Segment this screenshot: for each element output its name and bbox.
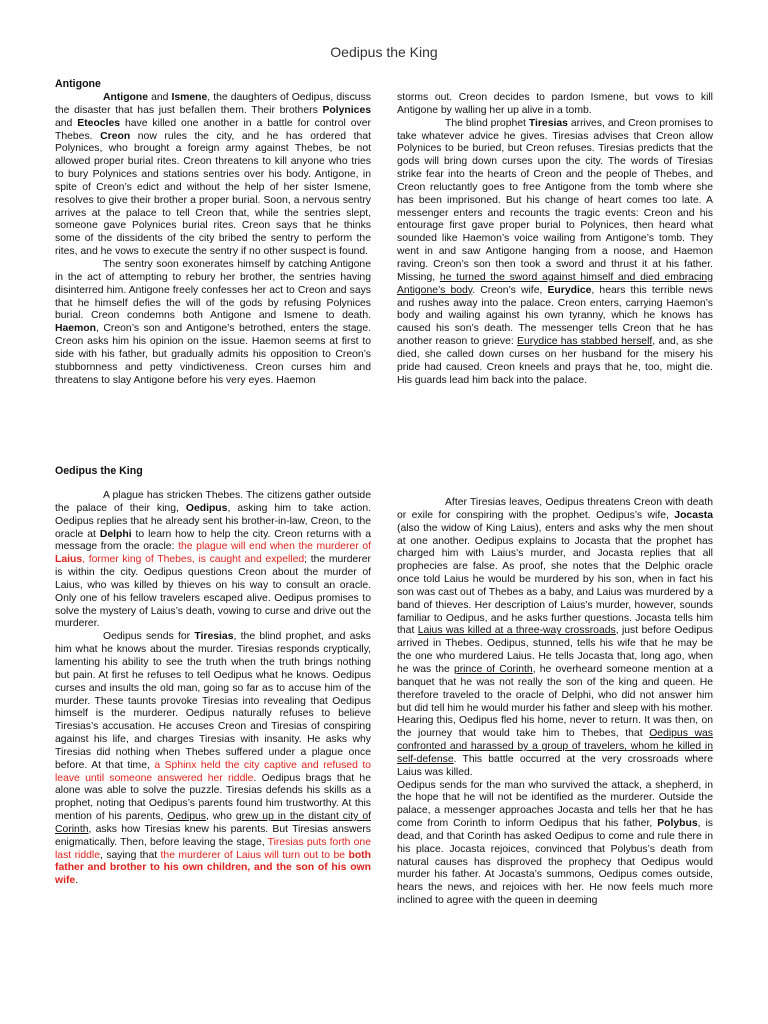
- text-run: Tiresias: [528, 117, 568, 129]
- antigone-column-right: [397, 92, 713, 387]
- text-run: . Creon’s wife,: [472, 284, 548, 296]
- text-run: Eurydice: [547, 284, 592, 296]
- text-run: , saying that: [100, 849, 161, 861]
- text-run: , and, as she died, she called down curses on her husband for the misery his pride had caused. Creon kneels and prays that he, too, might die. His guards lead him back into the palace.: [397, 336, 713, 386]
- paragraph: [55, 92, 371, 259]
- text-run: , the daughters of Oedipus, discuss the disaster that has just befallen them. Their brothers: [55, 92, 371, 116]
- text-run: Jocasta: [674, 509, 713, 521]
- text-run: , who: [205, 811, 236, 823]
- text-run: After Tiresias leaves, Oedipus threatens Creon with death or exile for conspiring with the prophet. Oedipus’s wife,: [397, 497, 713, 521]
- text-run: Tiresias puts forth one last riddle: [55, 836, 371, 861]
- text-run: , asks how Tiresias knew his parents. But Tiresias answers enigmatically. Then, before leaving the stage,: [55, 823, 371, 848]
- text-run: both father and brother to his own children, and the son of his own wife: [55, 849, 371, 887]
- text-run: the murderer of Laius will turn out to be: [160, 849, 349, 861]
- text-run: Delphi: [99, 528, 132, 540]
- paragraph: [397, 497, 713, 780]
- text-run: ; the murderer is within the city. Oedipus questions Creon about the murder of Laius, who was killed by thieves on his way to consult an oracle. Only one of his fellow travelers escaped alive. Oedipus promises to solve the mystery of Laius’s death, vowing to curse and drive out the murderer.: [55, 554, 371, 630]
- text-run: (also the widow of King Laius), enters and asks why the men shout at one another. Oedipus explains to Jocasta that the prophet has charged him with Laius’s murder, and Jocasta replies that all prophecies are false. As proof, she notes that the Delphic oracle once told Laius he would be murdered by his son, when in fact his son was cast out of Thebes as a baby, and Laius was murdered by a band of thieves. Her description of Laius’s murder, however, sounds familiar to Oedipus, and he asks further questions. Jocasta tells him that: [397, 522, 713, 637]
- text-run: Polynices: [322, 104, 371, 116]
- paragraph: [397, 118, 713, 388]
- text-run: , Creon’s son and Antigone’s betrothed, enters the stage. Creon asks him his opinion on the issue. Haemon seems at first to side with his father, but gradually admits his opposition to Creon’s stubbornness and petty vindictiveness. Creon curses him and threatens to slay Antigone before his very eyes. Haemon: [55, 323, 371, 386]
- antigone-column-left: [55, 92, 371, 387]
- oedipus-column-right: [397, 497, 713, 908]
- text-run: , former king of Thebes, is caught and expelled: [82, 554, 305, 566]
- text-run: Oedipus: [167, 811, 206, 823]
- text-run: Polybus: [657, 818, 698, 830]
- paragraph: [397, 780, 713, 908]
- paragraph: [397, 92, 713, 118]
- text-run: arrives, and Creon promises to take whatever advice he gives. Tiresias advises that Creon allow Polynices to be buried, but Creon refuses. Tiresias predicts that the gods will bring down curses upon the city. The words of Tiresias strike fear into the hearts of Creon and the people of Thebes, and Creon reluctantly goes to free Antigone from the tomb where she has been imprisoned. But his change of heart comes too late. A messenger enters and recounts the tragic events: Creon and his entourage first gave proper burial to Polynices, then heard what sounded like Haemon’s voice wailing from Antigone’s tomb. They went in and saw Antigone hanging from a noose, and Haemon raving. Creon’s son then took a sword and thrust it at his father. Missing,: [397, 117, 714, 283]
- text-run: , he overheard someone mention at a banquet that he was not really the son of the king and queen. He therefore traveled to the oracle of Delphi, who did not answer him but did tell him he would murder his father and sleep with his mother. Hearing this, Oedipus fled his home, never to return. It was then, on the journey that would take him to Thebes, that: [397, 663, 713, 740]
- paragraph: [55, 631, 371, 888]
- text-run: Creon: [100, 130, 131, 142]
- text-run: , asking him to take action. Oedipus replies that he already sent his brother-in-law, Creon, to the oracle at: [55, 502, 371, 540]
- text-run: Oedipus sends for: [103, 631, 195, 643]
- paragraph: [55, 490, 371, 631]
- text-run: , is dead, and that Corinth has asked Oedipus to come and rule there in his place. Jocasta rejoices, convinced that Polybus’s death from natural causes has disproved the prophecy that Oedipus would murder his father. At Jocasta’s summons, Oedipus comes outside, hears the news, and rejoices with her. He now feels much more inclined to agree with the queen in deeming: [397, 818, 713, 907]
- text-run: he turned the sword against himself and died embracing Antigone’s body: [397, 271, 713, 296]
- text-run: The sentry soon exonerates himself by catching Antigone in the act of attempting to rebury her brother, the sentries having disinterred him. Antigone freely confesses her act to Creon and says that he himself defies the will of the gods by refusing Polynices burial. Creon condemns both Antigone and Ismene to death.: [55, 258, 371, 322]
- text-run: to learn how to help the city. Creon returns with a message from the oracle:: [55, 528, 371, 553]
- section-heading-oedipus: Oedipus the King: [55, 465, 143, 477]
- paragraph: [55, 259, 371, 387]
- text-run: .: [75, 875, 79, 887]
- text-run: and: [55, 117, 78, 129]
- text-run: a Sphinx held the city captive and refused to leave until someone answered her riddle: [55, 759, 371, 784]
- text-run: Eurydice has stabbed herself: [517, 336, 653, 348]
- text-run: Laius was killed at a three-way crossroads: [417, 625, 616, 637]
- text-run: Laius: [55, 554, 83, 566]
- text-run: Ismene: [171, 92, 208, 103]
- text-run: Antigone: [103, 92, 149, 103]
- text-run: Oedipus was confronted and harassed by a group of travelers, whom he killed in self-defense: [397, 728, 713, 765]
- text-run: Eteocles: [77, 117, 121, 129]
- section-heading-antigone: Antigone: [55, 78, 101, 90]
- text-run: , just before Oedipus arrived in Thebes. Oedipus, stunned, tells his wife that he may be the one who murdered Laius. He tells Jocasta that, long ago, when he was the: [397, 625, 713, 675]
- text-run: grew up in the distant city of Corinth: [55, 811, 371, 835]
- text-run: The blind prophet: [445, 117, 529, 129]
- text-run: prince of Corinth: [453, 663, 533, 675]
- text-run: have killed one another in a battle for control over Thebes.: [55, 117, 371, 142]
- page-title: Oedipus the King: [330, 44, 438, 60]
- text-run: Oedipus sends for the man who survived the attack, a shepherd, in the hope that he will not be identified as the murderer. Outside the palace, a messenger approaches Jocasta and tells her that he has come from Corinth to inform Oedipus that his father,: [397, 779, 713, 830]
- text-run: the plague will end when the murderer of: [178, 541, 371, 553]
- text-run: now rules the city, and he has ordered that Polynices, who brought a foreign army against Thebes, be not allowed proper burial rites. Creon threatens to kill anyone who tries to bury Polynices and stations sentries over his body. Antigone, in spite of Creon’s edict and without the help of her sister Ismene, resolves to give their brother a proper burial. Soon, a nervous sentry arrives at the palace to tell Creon that, while the sentries slept, someone gave Polynices burial rites. Creon says that he thinks some of the dissidents of the city bribed the sentry to perform the rites, and he vows to execute the sentry if no other suspect is found.: [55, 130, 371, 258]
- text-run: Haemon: [55, 323, 96, 335]
- text-run: Oedipus: [185, 502, 228, 514]
- text-run: , the blind prophet, and asks him what he knows about the murder. Tiresias responds cryptically, lamenting his ability to see the truth when the truth brings nothing but pain. At first he refuses to tell Oedipus what he knows. Oedipus curses and insults the old man, going so far as to accuse him of the murder. These taunts provoke Tiresias into revealing that Oedipus himself is the murderer. Oedipus naturally refuses to believe Tiresias’s accusation. He accuses Creon and Tiresias of conspiring against his life, and charges Tiresias with insanity. He asks why Tiresias did nothing when Thebes suffered under a plague once before. At that time,: [55, 631, 371, 771]
- text-run: A plague has stricken Thebes. The citizens gather outside the palace of their king,: [55, 490, 371, 514]
- text-run: . Oedipus brags that he alone was able to solve the puzzle. Tiresias defends his skills as a prophet, noting that Oedipus’s parents found him trustworthy. At this mention of his parents,: [55, 772, 371, 823]
- oedipus-column-left: [55, 490, 371, 888]
- text-run: . This battle occurred at the very crossroads where Laius was killed.: [397, 753, 713, 778]
- text-run: , hears this terrible news and rushes away into the palace. Creon enters, carrying Haemon’s body and wailing against his own tyranny, which he knows has caused his son’s death. The messenger tells Creon that he has another reason to grieve:: [397, 284, 713, 348]
- text-run: Tiresias: [194, 631, 234, 643]
- text-run: storms out. Creon decides to pardon Ismene, but vows to kill Antigone by walling her up alive in a tomb.: [397, 92, 713, 116]
- text-run: and: [148, 92, 172, 103]
